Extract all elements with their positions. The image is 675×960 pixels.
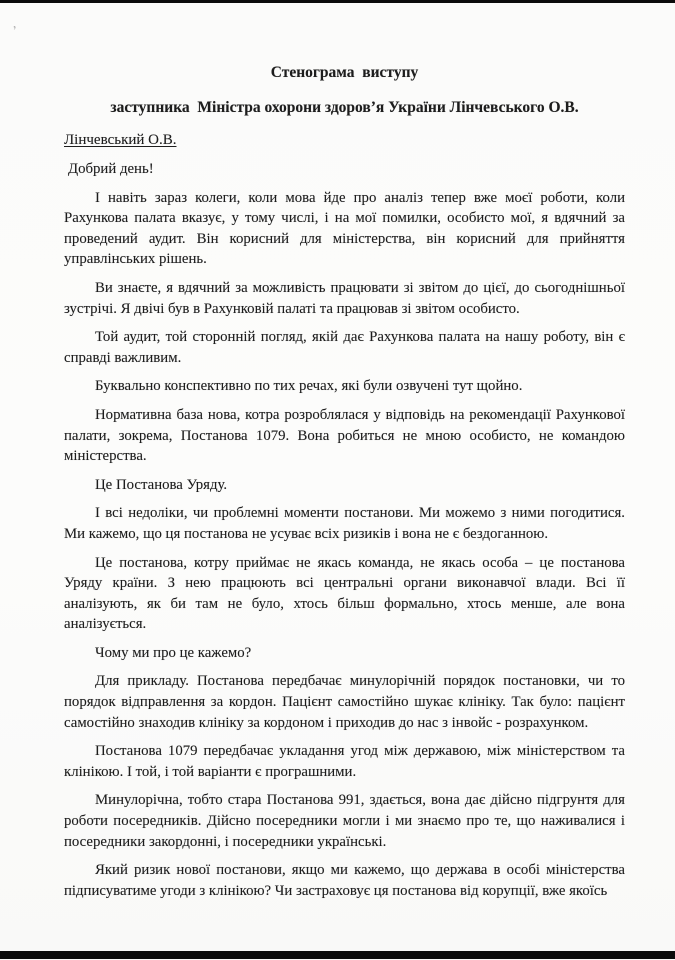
scan-artifact-mark: ’ bbox=[11, 21, 25, 38]
paragraph-decree-991: Минулорічна, тобто стара Постанова 991, здається, вона дає дійсно підгрунтя для роботи посередників. Дійсно посередники могли і ми знаємо про те, що наживалися і посередники закордонні, і посередники українські. bbox=[64, 792, 625, 850]
paragraph-new-decree-risk: Який ризик нової постанови, якщо ми кажемо, що держава в особі міністерства підписуватиме угоди з клінікою? Чи застраховує ця постанова від корупції, вже якоїсь bbox=[64, 862, 625, 899]
paragraph-greeting: Добрий день! bbox=[68, 161, 154, 177]
paragraph-audit-important: Той аудит, той сторонній погляд, якій дає Рахункова палата на нашу роботу, він є справді важливим. bbox=[64, 329, 625, 366]
scan-edge-top bbox=[0, 0, 675, 3]
paragraph-decree-1079: Постанова 1079 передбачає укладання угод між державою, між міністерством та клінікою. І той, і той варіанти є програшними. bbox=[64, 743, 625, 780]
paragraph-audit-thanks: І навіть зараз колеги, коли мова йде про аналіз тепер вже моєї роботи, коли Рахункова палата вказує, у тому числі, і на мої помилки, особисто мої, я вдячний за проведений аудит. Він корисний для міністерства, він корисний для прийняття управлінських рішень. bbox=[64, 189, 625, 268]
document-subtitle: заступника Міністра охорони здоров’я України Лінчевського О.В. bbox=[110, 99, 579, 116]
paragraph-report-work: Ви знаєте, я вдячний за можливість працювати зі звітом до цієї, до сьогоднішньої зустрічі. Я двічі був в Рахунковій палаті та працював зі звітом особисто. bbox=[64, 279, 625, 317]
paragraph-government-decree: Це Постанова Уряду. bbox=[95, 476, 228, 493]
scan-edge-bottom bbox=[0, 951, 675, 959]
document-title: Стенограма виступу bbox=[270, 64, 419, 81]
paragraph-decree-flaws: І всі недоліки, чи проблемні моменти постанови. Ми можемо з ними погодитися. Ми кажемо, що ця постанова не усуває всіх ризиків і вона не є бездоганною. bbox=[64, 505, 625, 542]
paragraph-decree-analysis: Це постанова, котру приймає не якась команда, не якась особа – це постанова Уряду країни. З нею працюють всі центральні органи виконавчої влади. Всі її аналізують, як би там не було, хтось більш формально, хтось менше, але вона аналізується. bbox=[64, 554, 625, 633]
paragraph-example-procedure: Для прикладу. Постанова передбачає минулорічній порядок постановки, чи то порядок відправлення за кордон. Пацієнт самостійно шукає клініку. Так було: пацієнт самостійно знаходив клініку за кордоном і приходив до нас з інвойс - розрахунком. bbox=[64, 673, 625, 731]
speaker-name: Лінчевський О.В. bbox=[64, 132, 177, 148]
paragraph-normative-base: Нормативна база нова, котра розроблялася у відповідь на рекомендації Рахункової палати, зокрема, Постанова 1079. Вона робиться не мною особисто, не командою міністерства. bbox=[64, 406, 625, 465]
paragraph-summary-note: Буквально конспективно по тих речах, які були озвучені тут щойно. bbox=[95, 378, 523, 395]
paragraph-why-question: Чому ми про це кажемо? bbox=[95, 644, 252, 661]
